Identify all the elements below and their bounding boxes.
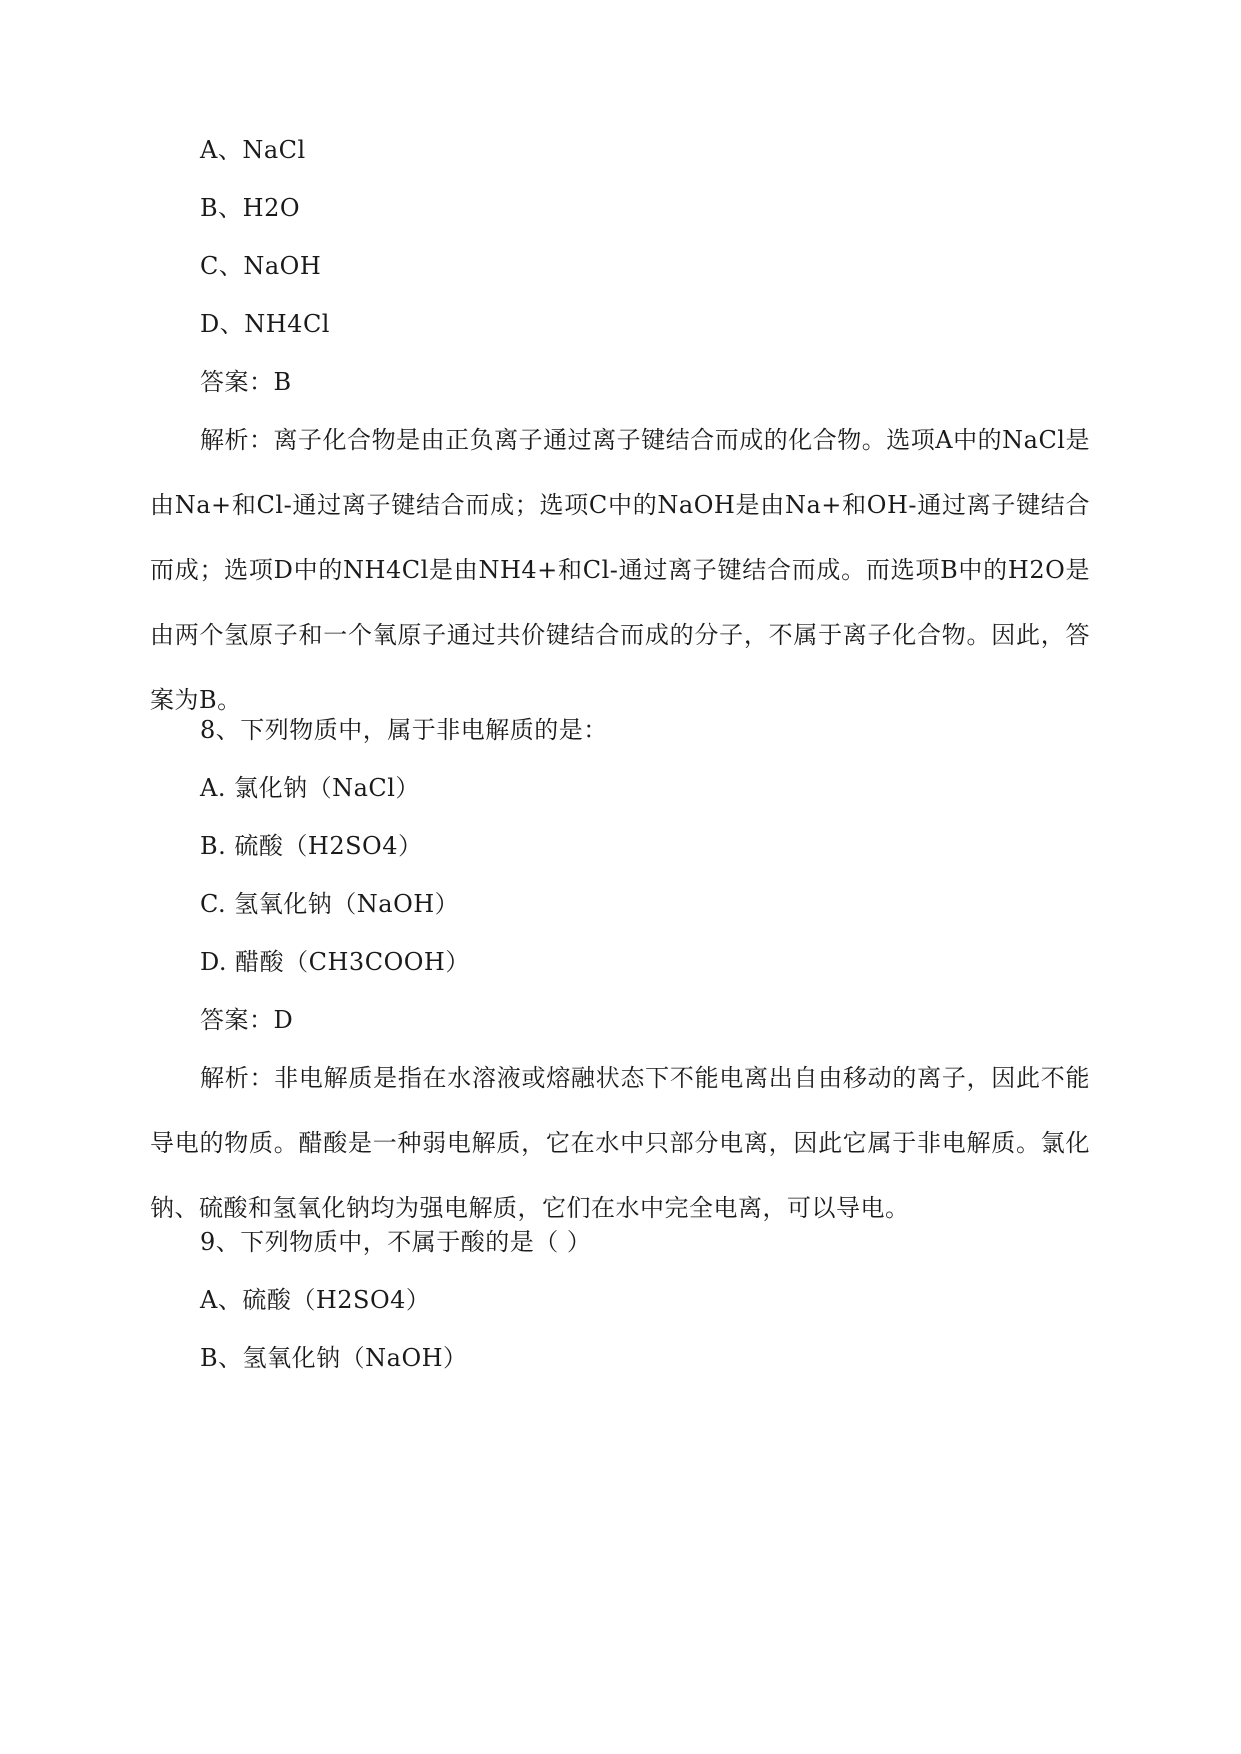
- q7-option-a: A、NaCl: [200, 136, 306, 164]
- q8-option-a: A. 氯化钠（NaCl）: [200, 774, 420, 802]
- q8-analysis: 解析：非电解质是指在水溶液或熔融状态下不能电离出自由移动的离子，因此不能导电的物质。醋酸是一种弱电解质，它在水中只部分电离，因此它属于非电解质。氯化钠、硫酸和氢氧化钠均为强电解质，它们在水中完全电离，可以导电。: [150, 1064, 1090, 1222]
- q9-question: 9、下列物质中，不属于酸的是（ ）: [200, 1228, 592, 1256]
- q7-analysis: 解析：离子化合物是由正负离子通过离子键结合而成的化合物。选项A中的NaCl是由Na+和Cl-通过离子键结合而成；选项C中的NaOH是由Na+和OH-通过离子键结合而成；选项D中的NH4Cl是由NH4+和Cl-通过离子键结合而成。而选项B中的H2O是由两个氢原子和一个氧原子通过共价键结合而成的分子，不属于离子化合物。因此，答案为B。: [150, 426, 1090, 714]
- q8-option-d: D. 醋酸（CH3COOH）: [200, 948, 470, 976]
- q7-option-c: C、NaOH: [200, 252, 322, 280]
- q8-option-b: B. 硫酸（H2SO4）: [200, 832, 423, 860]
- q7-option-d: D、NH4Cl: [200, 310, 330, 338]
- q8-option-c: C. 氢氧化钠（NaOH）: [200, 890, 460, 918]
- q7-answer: 答案：B: [200, 368, 292, 396]
- q8-question: 8、下列物质中，属于非电解质的是：: [200, 716, 608, 744]
- q9-option-b: B、氢氧化钠（NaOH）: [200, 1344, 468, 1372]
- q7-option-b: B、H2O: [200, 194, 301, 222]
- q8-answer: 答案：D: [200, 1006, 294, 1034]
- q9-option-a: A、硫酸（H2SO4）: [200, 1286, 431, 1314]
